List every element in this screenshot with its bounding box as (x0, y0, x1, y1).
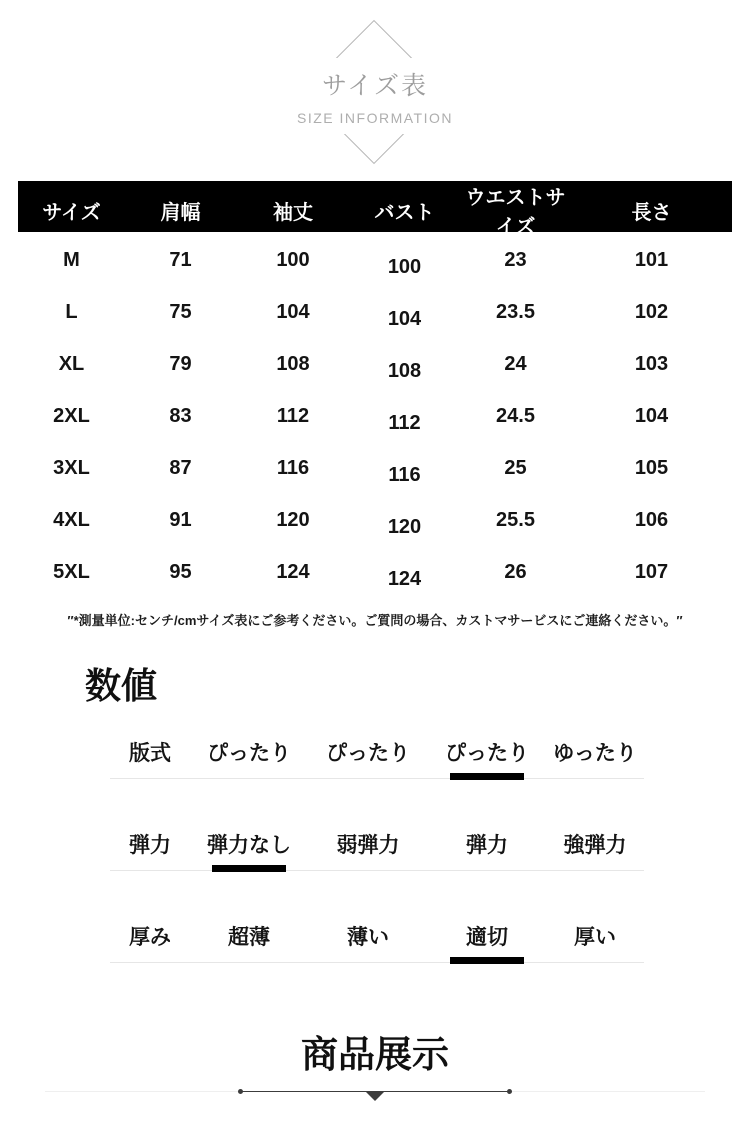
attribute-row-thickness (110, 871, 644, 963)
attribute-option: 弱弾力 (336, 834, 400, 857)
attribute-row-elasticity (110, 779, 644, 871)
column-header-length: 長さ (631, 201, 672, 224)
table-value: 102 (634, 300, 669, 323)
table-value: 116 (388, 463, 421, 486)
table-row (18, 546, 732, 598)
table-value: 25 (504, 456, 527, 479)
size-label: M (63, 248, 80, 271)
table-value: 120 (387, 515, 422, 538)
size-label: 2XL (53, 404, 90, 427)
attributes-section (0, 665, 750, 963)
table-value: 105 (634, 456, 669, 479)
hero-subtitle: SIZE INFORMATION (297, 110, 453, 126)
decorative-divider (0, 1081, 750, 1105)
attribute-option: 超薄 (228, 926, 270, 949)
table-row (18, 494, 732, 546)
hero-text-block (277, 58, 473, 134)
table-value: 23 (504, 248, 527, 271)
product-display-section (0, 1033, 750, 1105)
attribute-option: ぴったり (428, 737, 546, 778)
down-triangle-icon (366, 1092, 384, 1101)
table-value: 24.5 (496, 404, 535, 427)
table-value: 103 (634, 352, 669, 375)
size-label: XL (58, 352, 85, 375)
table-value: 25.5 (496, 508, 535, 531)
attribute-option: 薄い (347, 926, 389, 949)
attribute-option: 弾力なし (190, 829, 308, 870)
attribute-label: 弾力 (129, 834, 171, 857)
size-chart-hero (0, 0, 750, 181)
hero-title: サイズ表 (321, 72, 428, 100)
product-display-heading: 商品展示 (301, 1034, 449, 1075)
table-value: 91 (169, 508, 192, 531)
column-header-bust: バスト (374, 201, 435, 224)
table-value: 116 (276, 456, 310, 479)
table-value: 87 (169, 456, 192, 479)
table-value: 79 (169, 352, 192, 375)
size-label: 4XL (53, 508, 90, 531)
table-value: 112 (388, 411, 421, 434)
table-value: 106 (634, 508, 669, 531)
table-value: 104 (634, 404, 669, 427)
attribute-rows (110, 707, 644, 963)
table-value: 24 (504, 352, 527, 375)
table-value: 120 (276, 508, 310, 531)
table-value: 104 (387, 307, 422, 330)
table-value: 75 (169, 300, 192, 323)
table-value: 124 (387, 567, 422, 590)
attribute-label: 版式 (129, 742, 171, 765)
attribute-option: 弾力 (466, 834, 508, 857)
table-value: 108 (387, 359, 422, 382)
table-value: 101 (634, 248, 669, 271)
measurement-note: ″*測量単位:センチ/cmサイズ表にご参考ください。ご質問の場合、カストマサービスにご連絡ください。″ (67, 613, 683, 628)
size-table-header-row (18, 181, 732, 238)
table-row (18, 286, 732, 338)
size-label: L (65, 300, 78, 323)
attribute-option: ゆったり (553, 742, 637, 765)
table-value: 95 (169, 560, 192, 583)
table-value: 23.5 (496, 300, 535, 323)
attribute-option: 厚い (574, 926, 616, 949)
size-label: 3XL (53, 456, 90, 479)
table-value: 26 (504, 560, 527, 583)
size-label: 5XL (53, 560, 90, 583)
table-row (18, 234, 732, 286)
attribute-row-fit (110, 707, 644, 779)
attribute-option: ぴったり (207, 742, 291, 765)
table-value: 71 (169, 248, 192, 271)
size-table-section (0, 181, 750, 629)
table-value: 108 (276, 352, 310, 375)
table-value: 107 (634, 560, 669, 583)
table-value: 104 (276, 300, 310, 323)
attributes-heading: 数値 (85, 665, 158, 706)
attribute-label: 厚み (129, 926, 171, 949)
attribute-option: ぴったり (326, 742, 410, 765)
column-header-shoulder: 肩幅 (160, 201, 201, 224)
attribute-option: 適切 (428, 921, 546, 962)
table-value: 112 (276, 404, 310, 427)
column-header-sleeve: 袖丈 (273, 201, 313, 224)
column-header-waist: ウエストサイズ (465, 187, 566, 238)
attribute-option: 強弾力 (563, 834, 627, 857)
table-value: 83 (169, 404, 192, 427)
size-table-body (0, 232, 750, 598)
table-value: 124 (276, 560, 310, 583)
table-row (18, 390, 732, 442)
table-value: 100 (276, 248, 310, 271)
column-header-size: サイズ (42, 201, 101, 224)
table-value: 100 (387, 255, 422, 278)
table-row (18, 442, 732, 494)
table-row (18, 338, 732, 390)
